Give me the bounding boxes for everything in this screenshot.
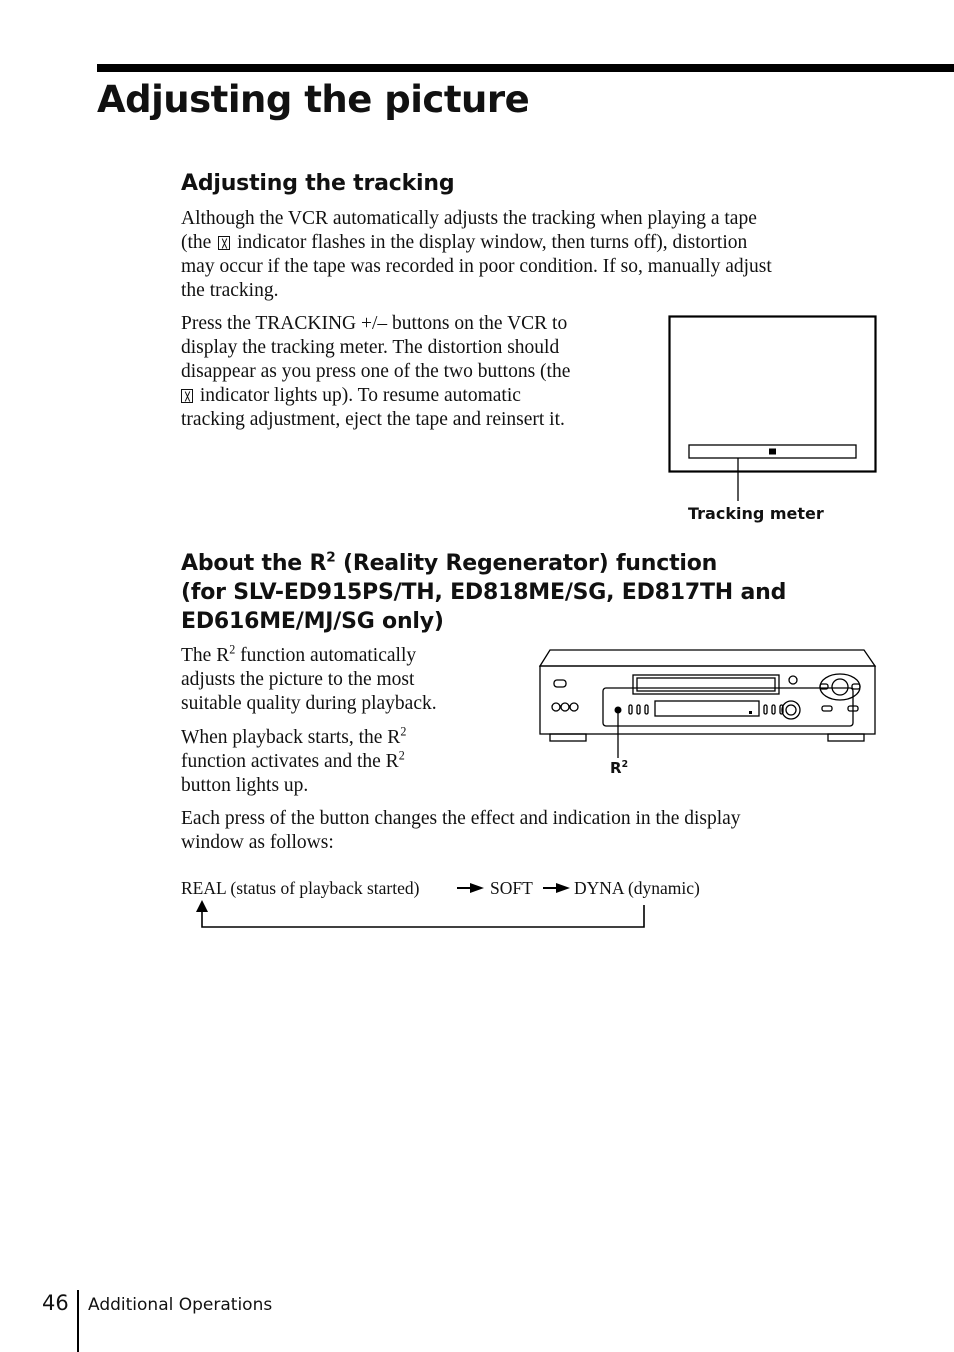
tv-screen-illustration [668,315,878,505]
superscript: 2 [326,549,336,566]
power-button [554,680,566,687]
text-span: When playback starts, the R [181,727,401,748]
text-line: disappear as you press one of the two buttons (the [181,361,571,382]
page-number: 46 [42,1291,69,1315]
text-line: display the tracking meter. The distortion should [181,337,560,358]
left-foot [550,734,586,741]
text-line [181,750,406,774]
r2-button-label [610,759,628,777]
text-line: window as follows: [181,832,334,853]
jog-dial [782,701,800,719]
shuttle-ring [820,674,860,700]
text-span: function automatically [235,645,417,666]
heading-span: About the R [181,551,327,576]
tracking-paragraph-2 [181,312,570,432]
front-button-1 [552,703,560,711]
flow-return-loop [192,898,652,932]
text-line: may occur if the tape was recorded in poor condition. If so, manually adjust [181,256,772,277]
vcr-illustration [536,646,878,782]
superscript: 2 [621,759,629,770]
text-line [181,231,772,255]
section-label: Additional Operations [88,1295,273,1315]
r2-paragraph-1 [181,644,437,716]
r2-paragraph-2 [181,726,406,798]
page-title: Adjusting the picture [97,78,530,121]
tracking-meter-marker [769,449,776,455]
text-line: adjusts the picture to the most [181,669,415,690]
text-line: Each press of the button changes the effect and indication in the display [181,808,741,829]
front-button-2 [561,703,569,711]
right-foot [828,734,864,741]
r2-heading-line-3: ED616ME/MJ/SG only) [181,609,444,634]
front-button-3 [570,703,578,711]
text-span: indicator flashes in the display window, then turns off), distortion [237,232,748,253]
tracking-meter-caption: Tracking meter [688,504,824,523]
footer-divider [77,1290,79,1352]
display-window [655,701,759,716]
text-line: suitable quality during playback. [181,693,437,714]
text-span: The R [181,645,230,666]
superscript: 2 [229,642,236,657]
tracking-indicator-icon [218,236,230,250]
text-line: Press the TRACKING +/– buttons on the VCR to [181,313,568,334]
r2-heading-line-1 [181,549,786,578]
superscript: 2 [400,724,407,739]
text-span: function activates and the R [181,751,399,772]
tracking-paragraph-1 [181,207,772,303]
flow-return-arrow-icon [196,900,208,912]
text-line: Although the VCR automatically adjusts the tracking when playing a tape [181,208,757,229]
tracking-heading: Adjusting the tracking [181,171,455,196]
flow-step-real: REAL (status of playback started) [181,878,420,898]
eject-button [789,676,797,684]
text-span: (the [181,232,212,253]
r2-heading [181,549,786,636]
text-line: tracking adjustment, eject the tape and reinsert it. [181,409,565,430]
flow-arrow-1-icon [456,880,486,896]
text-line [181,726,406,750]
text-span: indicator lights up). To resume automatic [199,385,521,406]
tracking-indicator-icon [181,389,193,403]
title-rule [97,64,954,72]
r2-paragraph-3 [181,807,741,855]
flow-arrow-2-icon [542,880,572,896]
r2-heading-line-2: (for SLV-ED915PS/TH, ED818ME/SG, ED817TH and [181,580,787,605]
flow-step-soft: SOFT [490,878,533,898]
superscript: 2 [398,748,405,763]
text-line: the tracking. [181,280,279,301]
text-line: button lights up. [181,775,309,796]
heading-span: (Reality Regenerator) function [335,551,718,576]
tape-door [637,678,775,691]
vcr-top [540,650,875,666]
flow-step-dyna: DYNA (dynamic) [574,878,700,898]
vcr-front-panel [540,666,875,734]
label-span: R [610,759,622,777]
text-line [181,644,437,668]
text-line [181,384,570,408]
